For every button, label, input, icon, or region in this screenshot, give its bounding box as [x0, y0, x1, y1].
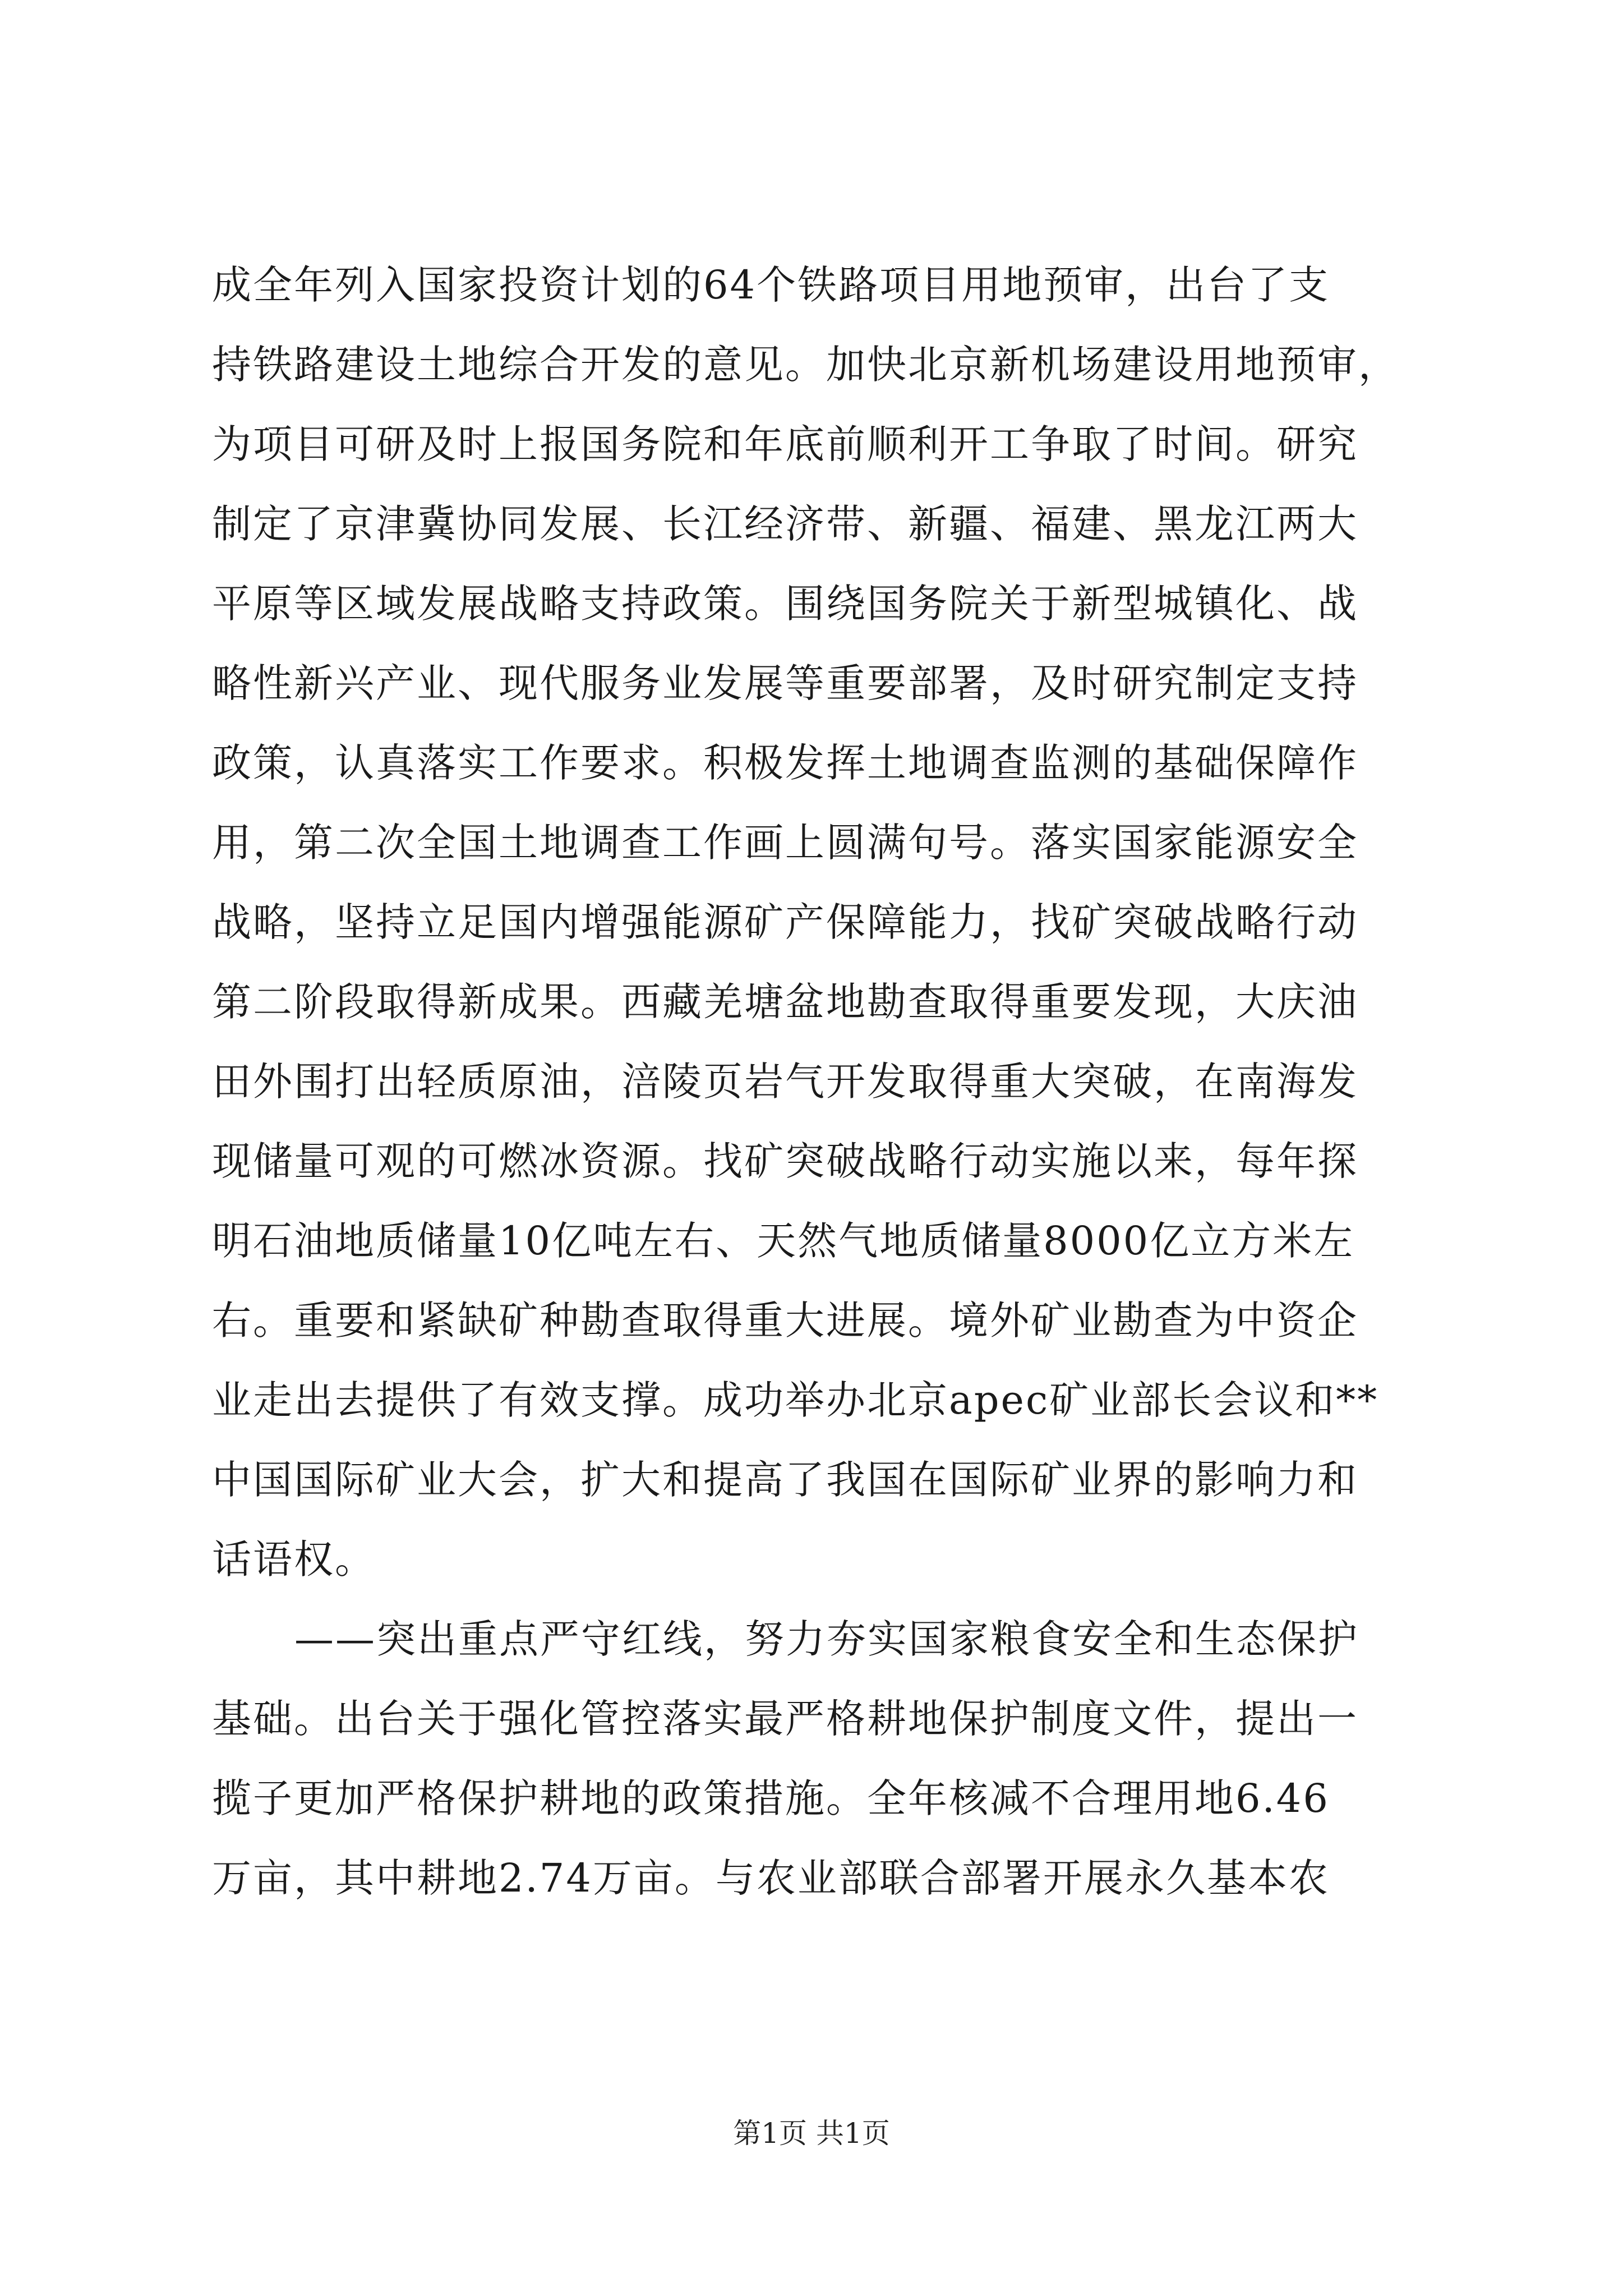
paragraph-start-line: ——突出重点严守红线，努力夯实国家粮食安全和生态保护 [294, 1616, 1359, 1662]
body-text-line: 话语权。 [212, 1536, 376, 1582]
body-text-line: 现储量可观的可燃冰资源。找矿突破战略行动实施以来，每年探 [212, 1138, 1358, 1184]
page-number-footer: 第1页 共1页 [733, 2117, 890, 2150]
body-text-line: 略性新兴产业、现代服务业发展等重要部署，及时研究制定支持 [212, 660, 1358, 706]
body-text-line: 持铁路建设土地综合开发的意见。加快北京新机场建设用地预审， [212, 342, 1399, 388]
body-text-line: 业走出去提供了有效支撑。成功举办北京apec矿业部长会议和** [212, 1377, 1379, 1423]
body-text-line: 基础。出台关于强化管控落实最严格耕地保护制度文件，提出一 [212, 1696, 1358, 1742]
body-text-line: 明石油地质储量10亿吨左右、天然气地质储量8000亿立方米左 [212, 1218, 1355, 1264]
body-text-line: 平原等区域发展战略支持政策。围绕国务院关于新型城镇化、战 [212, 581, 1358, 627]
body-text-line: 制定了京津冀协同发展、长江经济带、新疆、福建、黑龙江两大 [212, 501, 1358, 547]
body-text-line: 战略，坚持立足国内增强能源矿产保障能力，找矿突破战略行动 [212, 899, 1358, 945]
body-text-line: 政策，认真落实工作要求。积极发挥土地调查监测的基础保障作 [212, 740, 1358, 786]
body-text-line: 用，第二次全国土地调查工作画上圆满句号。落实国家能源安全 [212, 820, 1358, 866]
body-text-line: 田外围打出轻质原油，涪陵页岩气开发取得重大突破，在南海发 [212, 1059, 1358, 1105]
body-text-line: 右。重要和紧缺矿种勘查取得重大进展。境外矿业勘查为中资企 [212, 1297, 1358, 1343]
body-text-line: 第二阶段取得新成果。西藏羌塘盆地勘查取得重要发现，大庆油 [212, 979, 1358, 1025]
body-text-line: 揽子更加严格保护耕地的政策措施。全年核减不合理用地6.46 [212, 1775, 1330, 1821]
body-text-line: 万亩，其中耕地2.74万亩。与农业部联合部署开展永久基本农 [212, 1855, 1330, 1901]
body-text-line: 成全年列入国家投资计划的64个铁路项目用地预审，出台了支 [212, 262, 1330, 308]
body-text-line: 中国国际矿业大会，扩大和提高了我国在国际矿业界的影响力和 [212, 1457, 1358, 1503]
body-text-line: 为项目可研及时上报国务院和年底前顺利开工争取了时间。研究 [212, 421, 1358, 467]
